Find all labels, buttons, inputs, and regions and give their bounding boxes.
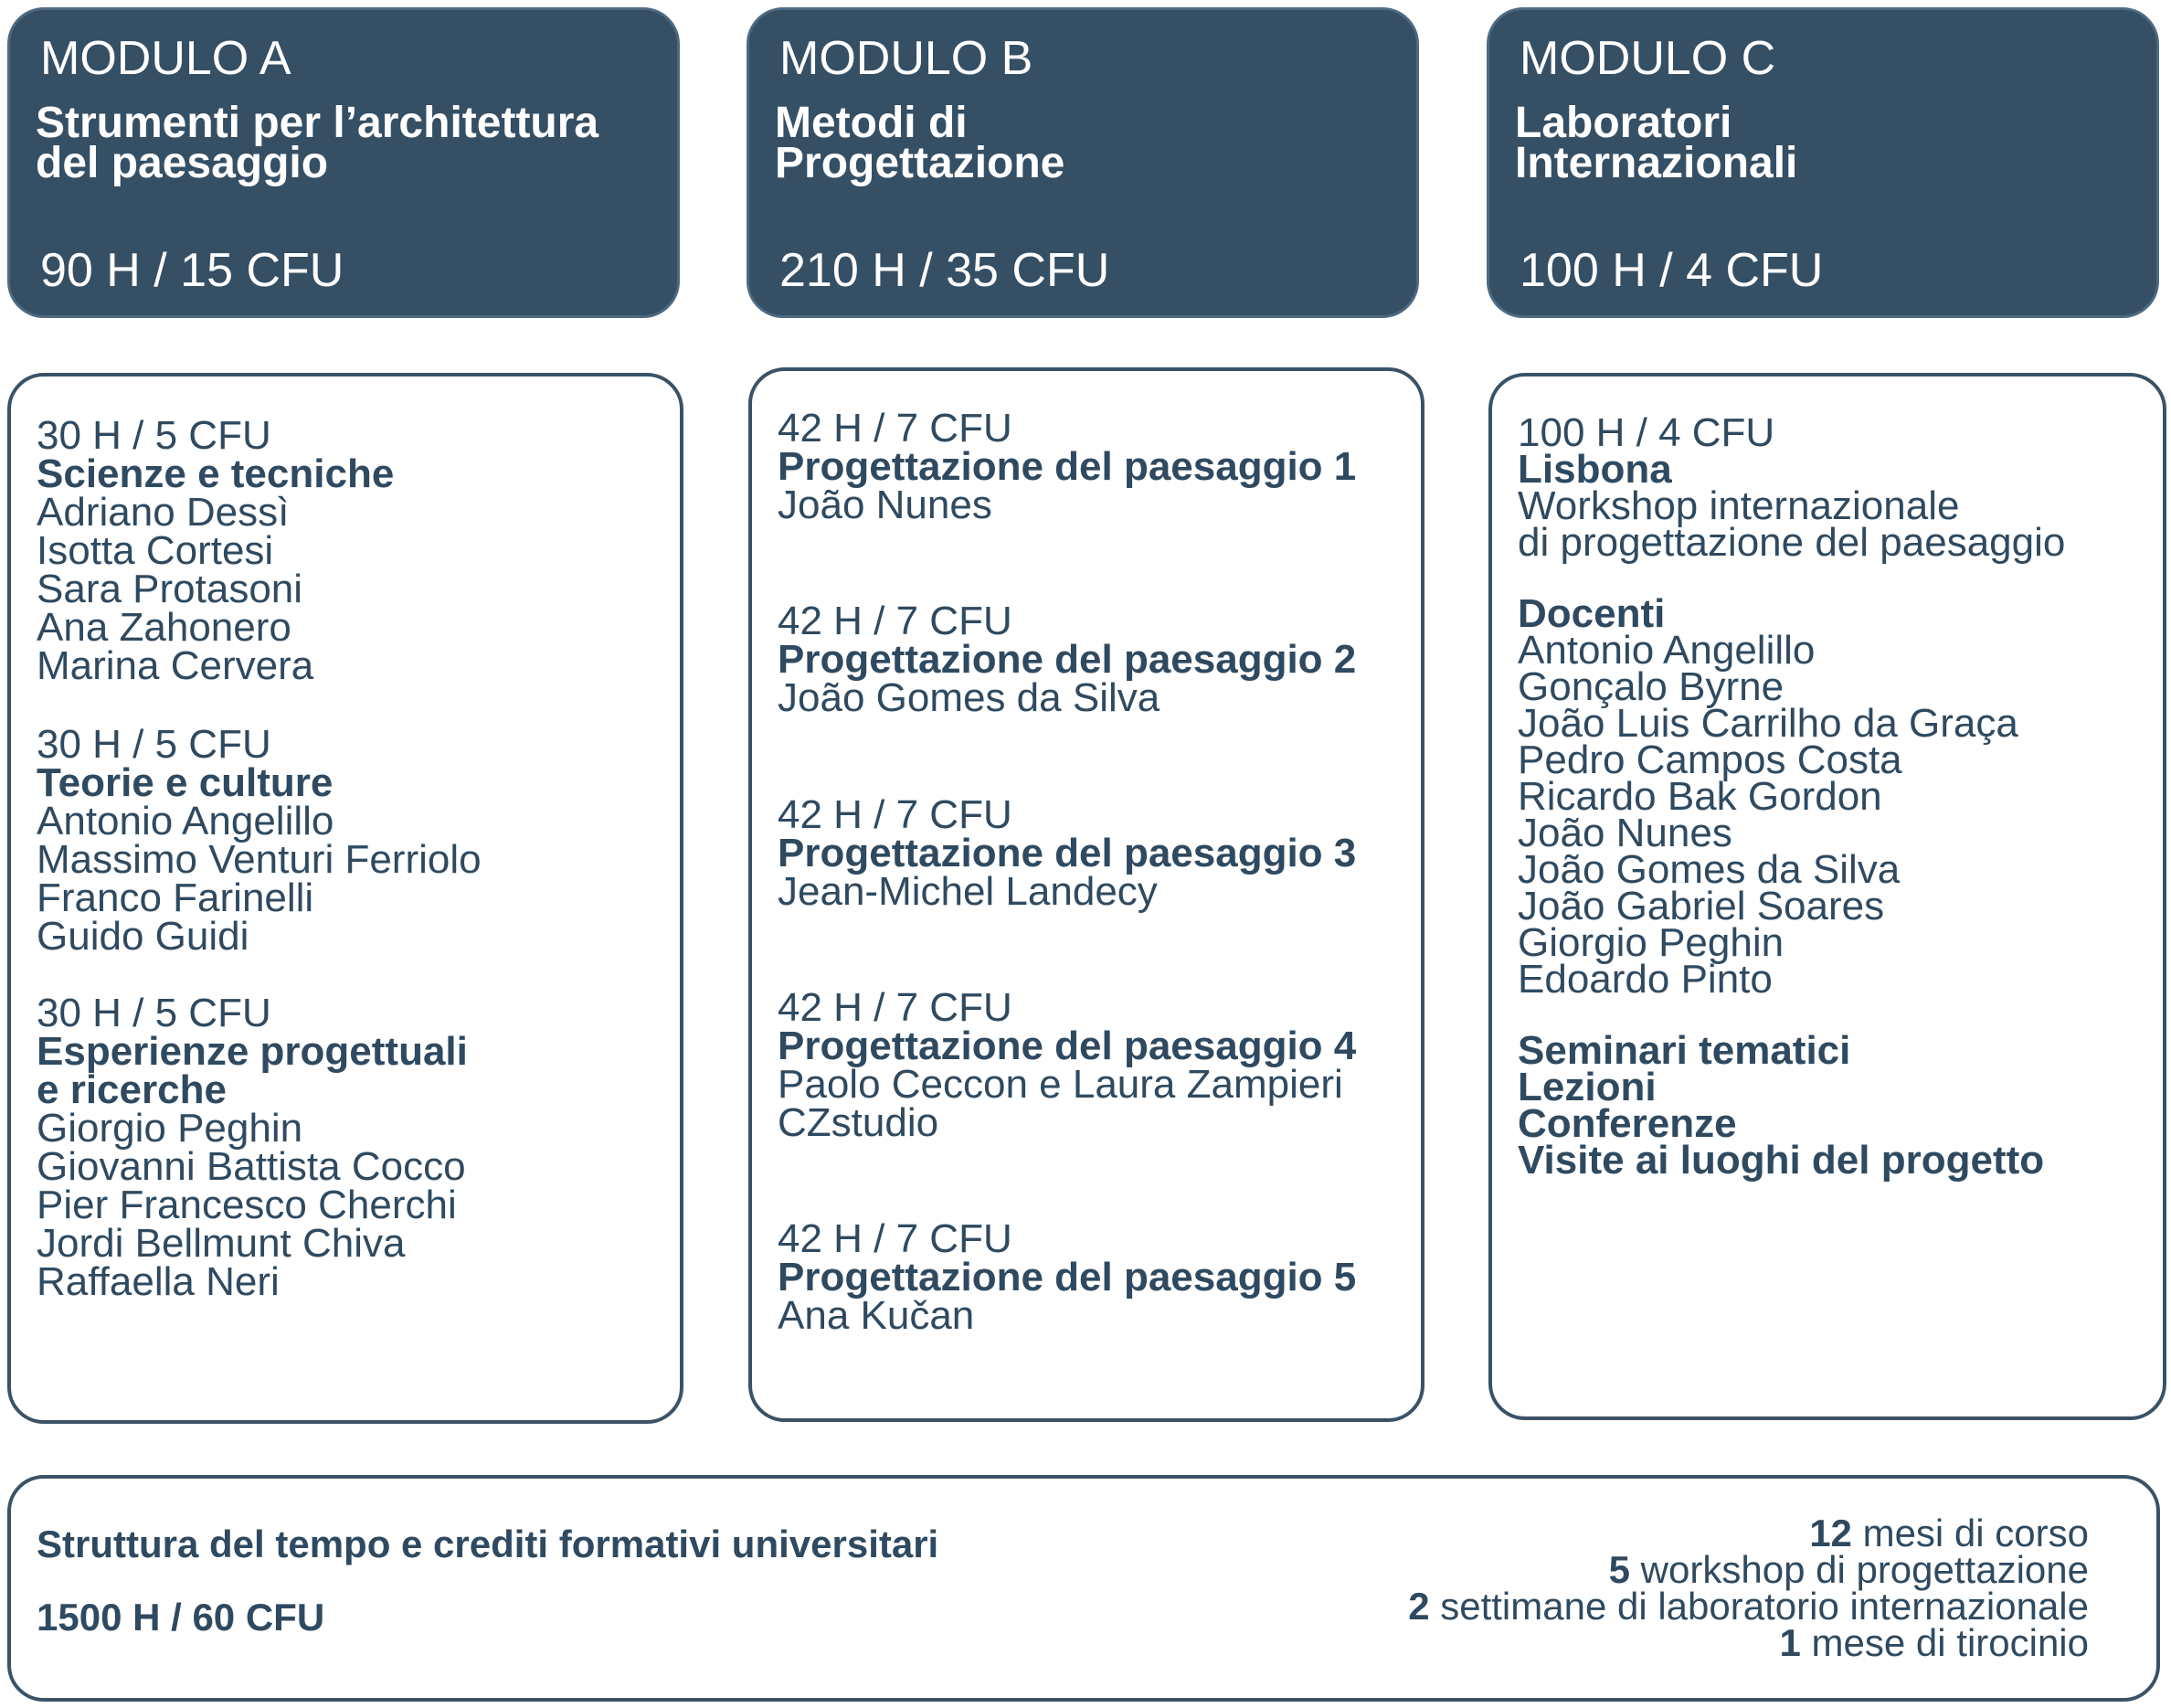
module-label: MODULO C (1520, 32, 1776, 85)
stat-text: mese di tirocinio (1800, 1621, 2089, 1664)
module-title-line: Progettazione (775, 139, 1065, 187)
teacher-name: Jordi Bellmunt Chiva (37, 1221, 406, 1266)
activities-block (1518, 1028, 2045, 1183)
course-title: Progettazione del paesaggio 5 (778, 1255, 1357, 1300)
teacher-name: Giorgio Peghin (37, 1106, 303, 1151)
stat-line (1408, 1512, 2089, 1554)
teacher-name: Pier Francesco Cherchi (37, 1183, 457, 1227)
teacher-name: Antonio Angelillo (1518, 628, 1816, 673)
course-title: Progettazione del paesaggio 2 (778, 637, 1357, 682)
teachers-heading: Docenti (1518, 591, 1666, 636)
stat-line (1408, 1585, 2089, 1628)
module-c-courses (1488, 373, 2166, 1420)
course-title: Scienze e tecniche (37, 451, 395, 496)
course-title: Teorie e culture (37, 760, 334, 805)
teacher-name: Edoardo Pinto (1518, 957, 1773, 1002)
stat-number: 5 (1608, 1548, 1631, 1591)
stat-number: 12 (1809, 1512, 1852, 1554)
course-hours: 42 H / 7 CFU (778, 792, 1012, 837)
module-title-line: Strumenti per l’architettura (36, 99, 599, 147)
stat-text: workshop di progettazione (1630, 1548, 2089, 1591)
module-label: MODULO A (40, 32, 291, 85)
course-title: e ricerche (37, 1067, 227, 1112)
stat-line (1408, 1548, 2089, 1591)
summary-title: Struttura del tempo e crediti formativi universitari (37, 1522, 939, 1565)
teacher-name: Giovanni Battista Cocco (37, 1144, 466, 1189)
teacher-name: CZstudio (778, 1100, 939, 1145)
teacher-name: João Gomes da Silva (778, 675, 1160, 720)
course-block (778, 792, 1357, 914)
teacher-name: Adriano Dessì (37, 490, 290, 535)
course-block (37, 722, 482, 959)
module-b-courses (748, 367, 1424, 1422)
teacher-name: Ricardo Bak Gordon (1518, 774, 1882, 819)
course-hours: 30 H / 5 CFU (37, 991, 271, 1035)
stat-line (1408, 1621, 2089, 1664)
activity-item: Visite ai luoghi del progetto (1518, 1138, 2045, 1183)
module-a-courses (7, 373, 683, 1424)
teacher-name: Isotta Cortesi (37, 528, 274, 573)
teacher-name: Gonçalo Byrne (1518, 664, 1784, 709)
stat-number: 1 (1779, 1621, 1801, 1664)
activity-item: Seminari tematici (1518, 1028, 1851, 1073)
module-title-line: del paesaggio (36, 139, 329, 187)
teacher-name: Ana Kučan (778, 1293, 975, 1338)
module-title (36, 99, 666, 187)
activity-item: Lezioni (1518, 1065, 1657, 1109)
module-hours: 100 H / 4 CFU (1520, 244, 1824, 297)
teacher-name: Antonio Angelillo (37, 799, 334, 843)
module-title-line: Internazionali (1515, 139, 1798, 187)
teacher-name: Guido Guidi (37, 914, 249, 959)
course-block (778, 406, 1357, 527)
teacher-name: Raffaella Neri (37, 1259, 280, 1304)
module-hours: 210 H / 35 CFU (779, 244, 1110, 297)
course-block (37, 413, 395, 688)
teacher-name: Giorgio Peghin (1518, 920, 1784, 965)
course-block (778, 599, 1357, 720)
summary-stats (1408, 1512, 2089, 1664)
course-hours: 42 H / 7 CFU (778, 599, 1012, 643)
teacher-name: Massimo Venturi Ferriolo (37, 837, 482, 882)
stat-text: settimane di laboratorio internazionale (1429, 1585, 2089, 1628)
teacher-name: Sara Protasoni (37, 567, 303, 611)
course-hours: 42 H / 7 CFU (778, 985, 1012, 1030)
teacher-name: João Gomes da Silva (1518, 847, 1901, 892)
module-title (1515, 99, 2145, 187)
course-block (778, 985, 1357, 1145)
teacher-name: Paolo Ceccon e Laura Zampieri (778, 1062, 1343, 1107)
activity-item: Conferenze (1518, 1101, 1737, 1146)
course-block (778, 1216, 1357, 1338)
teacher-name: Ana Zahonero (37, 605, 291, 650)
module-title-line: Laboratori (1515, 99, 1732, 147)
stat-text: mesi di corso (1851, 1512, 2089, 1554)
teacher-name: João Luis Carrilho da Graça (1518, 701, 2018, 746)
teacher-name: João Gabriel Soares (1518, 884, 1885, 928)
course-hours: 30 H / 5 CFU (37, 722, 271, 767)
module-title (775, 99, 1405, 187)
course-hours: 30 H / 5 CFU (37, 413, 271, 458)
summary-box (7, 1475, 2160, 1702)
module-a-header (7, 7, 680, 318)
stat-number: 2 (1408, 1585, 1430, 1628)
lab-block (1518, 410, 2066, 565)
teachers-block (1518, 591, 2018, 1002)
lab-description: di progettazione del paesaggio (1518, 520, 2066, 565)
teacher-name: João Nunes (1518, 811, 1732, 855)
lab-description: Workshop internazionale (1518, 483, 1960, 528)
teacher-name: Pedro Campos Costa (1518, 737, 1902, 782)
teacher-name: Franco Farinelli (37, 875, 314, 920)
course-title: Progettazione del paesaggio 3 (778, 831, 1357, 875)
summary-total: 1500 H / 60 CFU (37, 1596, 325, 1639)
teacher-name: João Nunes (778, 483, 992, 527)
module-label: MODULO B (779, 32, 1033, 85)
course-title: Progettazione del paesaggio 1 (778, 444, 1357, 489)
course-title: Progettazione del paesaggio 4 (778, 1024, 1357, 1068)
module-b-header (747, 7, 1419, 318)
module-c-header (1487, 7, 2159, 318)
course-hours: 42 H / 7 CFU (778, 1216, 1012, 1261)
lab-hours: 100 H / 4 CFU (1518, 410, 1775, 455)
course-hours: 42 H / 7 CFU (778, 406, 1012, 451)
teacher-name: Marina Cervera (37, 643, 314, 688)
course-block (37, 991, 468, 1304)
module-title-line: Metodi di (775, 99, 968, 147)
lab-title: Lisbona (1518, 447, 1672, 492)
teacher-name: Jean-Michel Landecy (778, 869, 1158, 914)
module-hours: 90 H / 15 CFU (40, 244, 344, 297)
course-title: Esperienze progettuali (37, 1029, 468, 1074)
